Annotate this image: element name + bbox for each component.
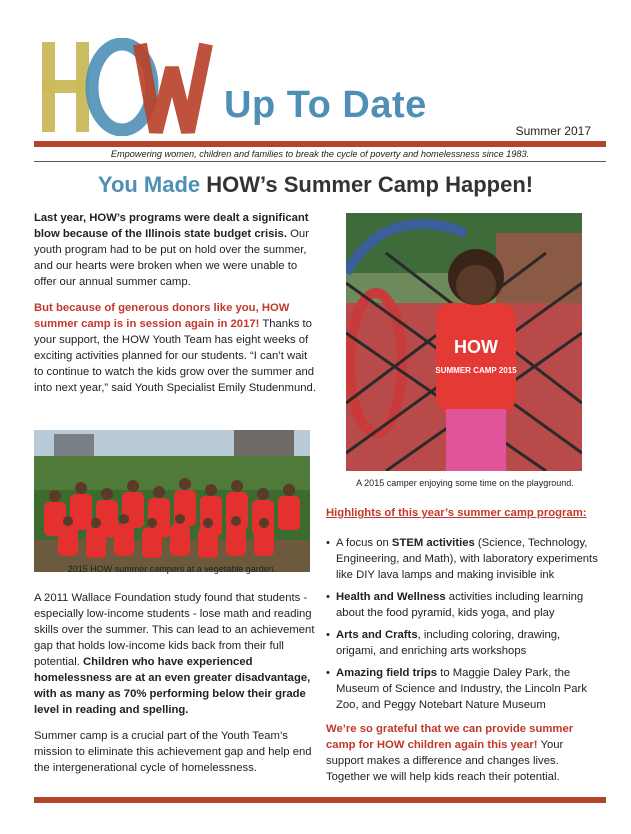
list-item: • Health and Wellness activities including learning about the food pyramid, kids yoga, and play [326, 589, 598, 621]
study-paragraph-1: A 2011 Wallace Foundation study found that students - especially low-income students - lose math and reading skills over the summer. This can lead to an achievement gap that holds low-income kids back from their full potential. Children who have experienced homelessness are at an even greater disadvantage, with as many as 70% performing below their grade level in reading and spelling. [34, 592, 315, 716]
tagline: Empowering women, children and families to break the cycle of poverty and homelessness since 1983. [110, 149, 530, 159]
intro-paragraph-1: Last year, HOW’s programs were dealt a significant blow because of the Illinois state budget crisis. Our youth program had to be put on hold over the summer, and our hearts were broken when we were unable to offer our annual summer camp. [34, 212, 309, 288]
group-photo-caption: 2015 HOW summer campers at a vegetable garden. [67, 564, 277, 574]
shirt-logo-text: HOW [454, 337, 498, 357]
list-item: • A focus on STEM activities (Science, Technology, Engineering, and Math), with laboratory experiments like DIY lava lamps and making invisible ink [326, 535, 598, 583]
closing-paragraph: We’re so grateful that we can provide summer camp for HOW children again this year! Your support makes a difference and changes lives. Together we will help kids reach their potential. [326, 723, 574, 783]
top-divider [34, 141, 606, 147]
article-headline [0, 172, 631, 198]
how-logo [40, 38, 220, 136]
newsletter-title: Up To Date [224, 84, 427, 126]
study-paragraph-2: Summer camp is a crucial part of the Youth Team’s mission to eliminate this achievement gap and help end the intergenerational cycle of homelessness. [34, 730, 312, 774]
thin-divider [34, 161, 606, 162]
highlights-title: Highlights of this year’s summer camp program: [326, 507, 587, 519]
list-item: • Arts and Crafts, including coloring, drawing, origami, and enriching arts workshops [326, 627, 598, 659]
group-photo [34, 430, 310, 572]
headline-main: HOW’s Summer Camp Happen! [206, 172, 534, 197]
list-item: • Amazing field trips to Maggie Daley Park, the Museum of Science and Industry, the Lincoln Park Zoo, and Peggy Notebart Nature Museum [326, 665, 598, 713]
headline-lead: You Made [97, 172, 207, 197]
highlights-section [326, 505, 598, 795]
shirt-sub-text: SUMMER CAMP 2015 [435, 366, 517, 375]
playground-photo [346, 213, 582, 471]
bottom-divider [34, 797, 606, 803]
playground-photo-caption: A 2015 camper enjoying some time on the playground. [356, 478, 574, 488]
edition-label: Summer 2017 [515, 124, 591, 138]
intro-paragraph-2: But because of generous donors like you, HOW summer camp is in session again in 2017! Thanks to your support, the HOW Youth Team has eight weeks of exciting activities planned for our students. “I can’t wait to continue to watch the kids grow over the summer and into next year,” said Youth Specialist Emily Studenmund. [34, 302, 316, 394]
study-text [34, 590, 316, 786]
highlights-list [326, 535, 598, 713]
intro-text [34, 210, 316, 406]
